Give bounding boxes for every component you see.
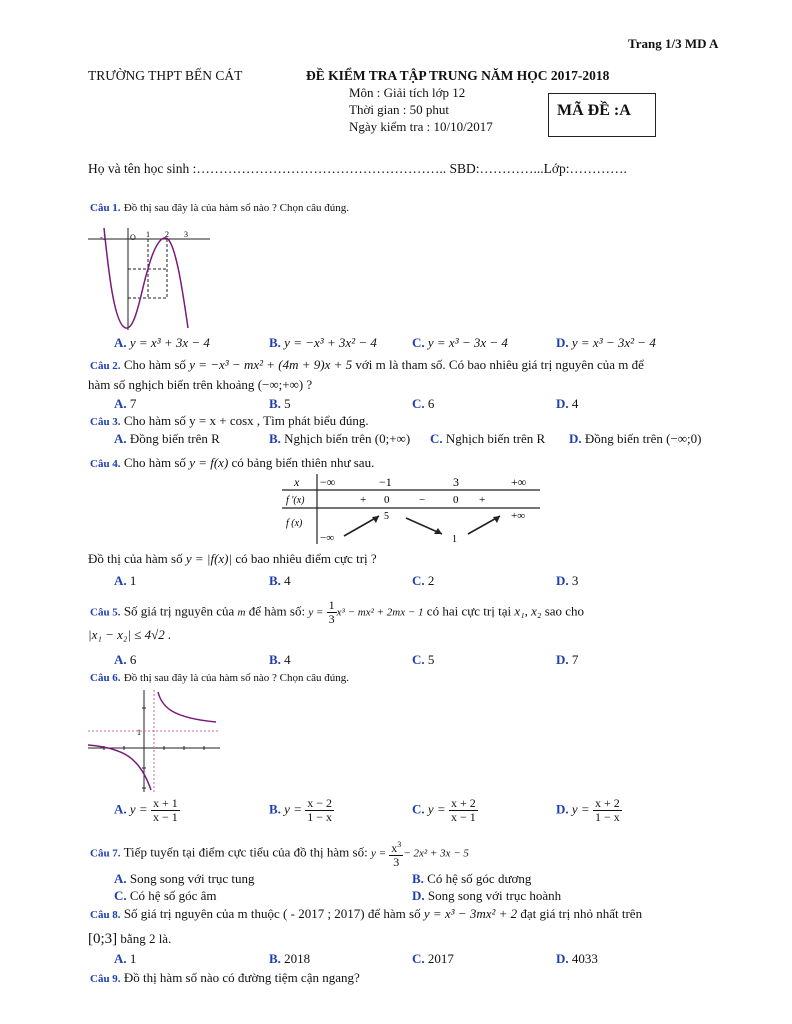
option-denominator: x − 1 — [450, 810, 476, 824]
option-text: 3 — [571, 573, 579, 588]
question-5-variable: m — [237, 606, 246, 619]
option-letter: B. — [269, 335, 281, 350]
question-4 — [90, 455, 374, 471]
table-cell: + — [479, 494, 486, 506]
exam-date: Ngày kiểm tra : 10/10/2017 — [349, 119, 493, 134]
option-text: Nghịch biến trên (0;+∞) — [284, 431, 411, 446]
question-6-graph — [84, 688, 224, 794]
question-8-text: Số giá trị nguyên của m thuộc ( - 2017 ; 2017) để hàm số — [123, 906, 421, 921]
option-letter: D. — [569, 431, 582, 446]
option-text: 1 — [129, 951, 137, 966]
table-cell: 3 — [453, 475, 459, 489]
graph-tick-label: 3 — [184, 230, 188, 239]
question-1 — [90, 199, 349, 215]
option-letter: C. — [412, 652, 425, 667]
option-letter: A. — [114, 951, 127, 966]
question-4-formula: y = f(x) — [189, 455, 229, 470]
table-cell: +∞ — [511, 475, 527, 489]
table-cell: −1 — [379, 475, 392, 489]
table-cell: x — [294, 475, 300, 489]
table-cell: 5 — [384, 511, 389, 522]
page-number: Trang 1/3 MD A — [628, 36, 719, 51]
fraction-one-third: $\frac{1}{3}$ — [328, 598, 335, 626]
question-5-text: sao cho — [544, 603, 585, 619]
question-8-line2 — [88, 931, 171, 948]
option-letter: C. — [412, 396, 425, 411]
school-name: TRƯỜNG THPT BẾN CÁT — [88, 68, 243, 83]
option-letter: C. — [412, 951, 425, 966]
option-letter: A. — [114, 652, 127, 667]
question-2 — [90, 357, 644, 373]
question-6 — [90, 669, 349, 685]
option-letter: B. — [269, 652, 281, 667]
option-letter: D. — [556, 951, 569, 966]
question-1-label: Câu 1. — [90, 202, 121, 214]
option-text: 5 — [284, 396, 291, 411]
option-numerator: x + 2 — [450, 796, 476, 810]
question-2-label: Câu 2. — [90, 360, 121, 372]
option-letter: D. — [556, 573, 569, 588]
question-8-interval: [0;3] — [88, 931, 118, 947]
option-denominator: x − 1 — [152, 810, 178, 824]
option-letter: B. — [412, 871, 424, 886]
table-cell: f (x) — [286, 518, 303, 529]
table-cell: −∞ — [320, 475, 336, 489]
option-text: y = x³ + 3x − 4 — [129, 335, 210, 350]
variation-table — [282, 474, 542, 546]
graph-curve — [104, 228, 188, 328]
graph-tick-label: -1 — [100, 233, 107, 242]
question-4-label: Câu 4. — [90, 458, 121, 470]
question-9-text: Đồ thị hàm số nào có đường tiệm cận ngang? — [123, 970, 360, 985]
question-5-label: Câu 5. — [90, 606, 121, 619]
option-letter: A. — [114, 573, 127, 588]
question-5-text: có hai cực trị tại — [426, 603, 512, 619]
option-text: y = x³ − 3x − 4 — [427, 335, 508, 350]
question-1-graph — [84, 226, 214, 336]
question-8-text: bằng 2 là. — [120, 931, 172, 946]
question-4-text: Cho hàm số — [123, 455, 186, 470]
graph-curve — [158, 692, 216, 722]
table-cell: +∞ — [511, 510, 526, 522]
graph-tick-label: 2 — [165, 230, 169, 239]
option-text: Đồng biến trên (−∞;0) — [584, 431, 702, 446]
option-numerator: x − 2 — [307, 796, 332, 810]
option-letter: A. — [114, 871, 127, 886]
option-text: 4 — [284, 573, 291, 588]
option-text: y = x³ − 3x² − 4 — [571, 335, 656, 350]
option-text: 4 — [571, 396, 579, 411]
option-text: 5 — [427, 652, 435, 667]
option-text: 6 — [427, 396, 435, 411]
option-letter: C. — [412, 801, 425, 817]
option-text: 2018 — [284, 951, 311, 966]
question-7-text: Tiếp tuyến tại điểm cực tiểu của đồ thị hàm số: — [123, 844, 368, 860]
question-7-label: Câu 7. — [90, 847, 121, 860]
question-5-text: Số giá trị nguyên của — [123, 603, 235, 619]
exam-subject: Môn : Giải tích lớp 12 — [349, 85, 466, 100]
option-letter: B. — [269, 431, 281, 446]
option-text: Có hệ số góc âm — [129, 888, 217, 903]
question-4-question — [88, 551, 377, 567]
option-text: 4 — [284, 652, 291, 667]
question-5-roots: x₁, x₂ — [514, 603, 542, 619]
question-1-text: Đồ thị sau đây là của hàm số nào ? Chọn câu đúng. — [123, 202, 349, 214]
exam-code: MÃ ĐỀ :A — [557, 102, 631, 119]
question-3 — [90, 413, 369, 429]
option-letter: B. — [269, 801, 281, 817]
question-5-formula: x³ − mx² + 2mx − 1 — [336, 606, 424, 619]
question-2-formula: y = −x³ − mx² + (4m + 9)x + 5 — [189, 357, 353, 372]
question-8-formula: y = x³ − 3mx² + 2 — [423, 906, 518, 921]
option-letter: D. — [556, 652, 569, 667]
question-8-label: Câu 8. — [90, 909, 121, 921]
question-7-formula: − 2x² + 3x − 5 — [403, 847, 469, 860]
graph-curve — [88, 745, 151, 790]
question-2-line2 — [88, 377, 312, 393]
option-letter: C. — [412, 335, 425, 350]
question-9-label: Câu 9. — [90, 973, 121, 985]
option-denominator: 1 − x — [594, 810, 620, 824]
option-letter: A. — [114, 431, 127, 446]
option-letter: C. — [412, 573, 425, 588]
option-letter: D. — [412, 888, 425, 903]
question-5: Câu 5. Số giá trị nguyên của m để hàm số: y = $\frac{1}{3}$ x³ − mx² + 2mx − 1 có hai cực trị tại x₁, x₂ sao cho — [90, 598, 585, 626]
option-letter: A. — [114, 801, 127, 817]
question-3-label: Câu 3. — [90, 416, 121, 428]
option-text: 7 — [571, 652, 579, 667]
option-letter: C. — [430, 431, 443, 446]
option-text: 6 — [129, 652, 137, 667]
question-4-text: có bảng biến thiên như sau. — [231, 455, 375, 470]
question-2-interval: (−∞;+∞) ? — [257, 377, 313, 392]
question-5-text: để hàm số: — [248, 603, 306, 619]
option-text: 2017 — [427, 951, 454, 966]
table-cell: 0 — [453, 494, 459, 506]
option-text: 2 — [427, 573, 435, 588]
question-8-text: đạt giá trị nhỏ nhất trên — [520, 906, 643, 921]
option-letter: D. — [556, 396, 569, 411]
option-numerator: x + 2 — [594, 796, 620, 810]
exam-title: ĐỀ KIỂM TRA TẬP TRUNG NĂM HỌC 2017-2018 — [306, 68, 610, 83]
question-4-formula: y = |f(x)| — [185, 551, 233, 566]
table-cell: 0 — [384, 494, 390, 506]
option-letter: B. — [269, 951, 281, 966]
table-cell: f '(x) — [286, 495, 305, 506]
option-text: 1 — [129, 573, 137, 588]
option-letter: A. — [114, 396, 127, 411]
option-letter: B. — [269, 396, 281, 411]
option-letter: C. — [114, 888, 127, 903]
question-7: Câu 7. Tiếp tuyến tại điểm cực tiểu của đồ thị hàm số: y = $\frac{x^3}{3}$ − 2x² + 3x − 5 — [90, 840, 469, 869]
option-text: Song song với trục tung — [129, 871, 255, 886]
option-denominator: 1 − x — [307, 810, 332, 824]
table-cell: + — [360, 494, 367, 506]
question-4-text: Đồ thị của hàm số — [88, 551, 183, 566]
question-5-condition — [88, 627, 171, 643]
exam-code-box — [548, 93, 656, 137]
question-9 — [90, 970, 360, 986]
option-letter: D. — [556, 335, 569, 350]
option-text: Có hệ số góc dương — [427, 871, 532, 886]
graph-tick-label: 1 — [137, 728, 141, 737]
student-info-line: Họ và tên học sinh :……………………………………………….. SBD:…………...Lớp:…………. — [88, 161, 627, 176]
option-text: 4033 — [571, 951, 598, 966]
question-6-text: Đồ thị sau đây là của hàm số nào ? Chọn câu đúng. — [123, 672, 349, 684]
option-text: Đồng biến trên R — [129, 431, 220, 446]
option-text: y = −x³ + 3x² − 4 — [284, 335, 377, 350]
question-5-formula: |x₁ − x₂| ≤ 4√2 . — [88, 627, 172, 642]
option-letter: B. — [269, 573, 281, 588]
option-text: 7 — [129, 396, 137, 411]
question-3-text: Cho hàm số y = x + cosx , Tìm phát biểu đúng. — [123, 413, 369, 428]
table-cell: −∞ — [320, 532, 335, 544]
question-8 — [90, 906, 642, 922]
table-cell: 1 — [452, 534, 457, 545]
option-text: Song song với trục hoành — [427, 888, 562, 903]
option-text: Nghịch biến trên R — [445, 431, 546, 446]
question-2-text: Cho hàm số — [123, 357, 186, 372]
graph-tick-label: 1 — [146, 230, 150, 239]
exam-duration: Thời gian : 50 phut — [349, 102, 450, 117]
option-letter: A. — [114, 335, 127, 350]
option-numerator: x + 1 — [152, 796, 178, 810]
question-2-text: với m là tham số. Có bao nhiêu giá trị nguyên của m để — [355, 357, 644, 372]
question-6-label: Câu 6. — [90, 672, 121, 684]
table-cell: − — [419, 494, 426, 506]
graph-tick-label: O — [130, 233, 136, 242]
question-2-text: hàm số nghịch biến trên khoảng — [88, 377, 255, 392]
option-letter: D. — [556, 801, 569, 817]
question-4-text: có bao nhiêu điểm cực trị ? — [235, 551, 377, 566]
